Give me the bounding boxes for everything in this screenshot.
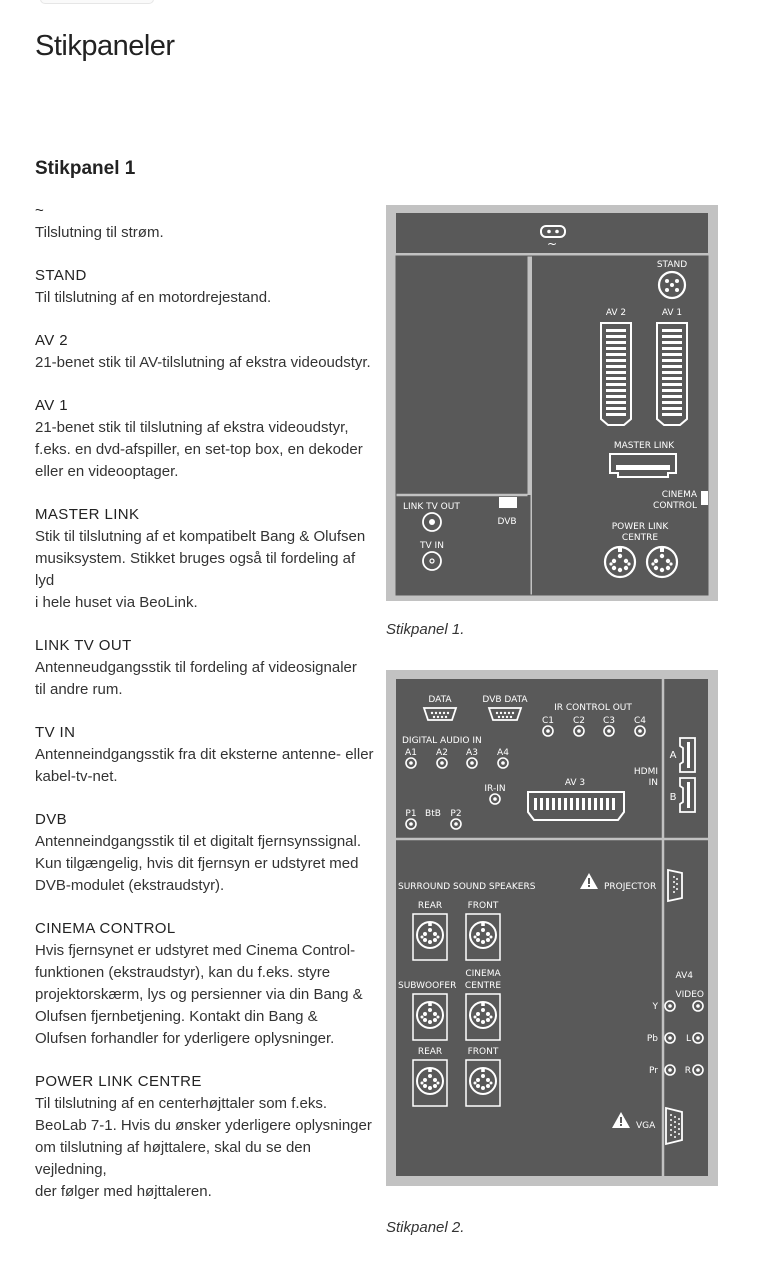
- av2-label: AV 2: [605, 308, 627, 318]
- entry-title: LINK TV OUT: [35, 637, 132, 654]
- entry-dvb: [35, 809, 375, 897]
- pb-label: Pb: [646, 1034, 658, 1044]
- p2-label: P2: [450, 809, 462, 819]
- entry-title: DVB: [35, 811, 68, 828]
- l-label: L: [685, 1034, 691, 1044]
- c2-label: C2: [572, 716, 586, 726]
- digital-audio-in-label: DIGITAL AUDIO IN: [402, 736, 482, 746]
- hdmi-label-2: IN: [648, 778, 658, 788]
- front-label-1: FRONT: [467, 901, 499, 911]
- entry-title: ~: [35, 202, 45, 219]
- entry-body: Antenneudgangsstik til fordeling af videosignaler til andre rum.: [35, 659, 357, 698]
- dvb-data-label: DVB DATA: [482, 695, 528, 705]
- rear-label-1: REAR: [417, 901, 443, 911]
- a2-label: A2: [436, 748, 448, 758]
- subwoofer-label: SUBWOOFER: [398, 981, 457, 991]
- entry-cinema-control: [35, 918, 375, 1050]
- av1-label: AV 1: [661, 308, 683, 318]
- vga-label: VGA: [636, 1121, 656, 1131]
- entry-body: 21-benet stik til tilslutning af ekstra videoudstyr, f.eks. en dvd-afspiller, en set-top box, en dekoder eller en videooptager.: [35, 419, 363, 480]
- entry-body: 21-benet stik til AV-tilslutning af ekstra videoudstyr.: [35, 354, 371, 371]
- entry-power: [35, 200, 375, 244]
- entry-body: Antenneindgangsstik til et digitalt fjernsynssignal. Kun tilgængelig, hvis dit fjernsyn er udstyret med DVB-modulet (ekstraudstyr).: [35, 833, 362, 894]
- entry-link-tv-out: [35, 635, 375, 701]
- surround-label: SURROUND SOUND SPEAKERS: [398, 882, 536, 892]
- c4-label: C4: [633, 716, 647, 726]
- connector-description-list: [35, 200, 375, 1224]
- entry-body: Til tilslutning af en motordrejestand.: [35, 289, 272, 306]
- tv-in-label: TV IN: [420, 541, 444, 551]
- cinema-control-port: [701, 491, 708, 505]
- panel-2-caption: Stikpanel 2.: [386, 1219, 465, 1236]
- power-link-label-1: POWER LINK: [611, 522, 669, 532]
- video-label: VIDEO: [675, 990, 704, 1000]
- entry-title: AV 1: [35, 397, 69, 414]
- entry-body: Antenneindgangsstik fra dit eksterne antenne- eller kabel-tv-net.: [35, 746, 374, 785]
- a1-label: A1: [405, 748, 417, 758]
- section-heading: Stikpanel 1: [35, 158, 136, 179]
- dvb-port: [499, 497, 517, 508]
- entry-body: Hvis fjernsynet er udstyret med Cinema Control- funktionen (ekstraudstyr), kan du f.eks. styre projektorskærm, lys og persienner via din Bang & Olufsen fjernbetjening. Kontakt din Bang & Olufsen forhandler for yderligere oplysninger.: [35, 942, 363, 1047]
- top-tab-edge: [40, 0, 154, 4]
- front-label-2: FRONT: [467, 1047, 499, 1057]
- cinema-control-label-1: CINEMA: [661, 490, 697, 500]
- entry-body: Tilslutning til strøm.: [35, 224, 164, 241]
- y-label: Y: [652, 1002, 658, 1012]
- av3-label: AV 3: [564, 778, 586, 788]
- c1-label: C1: [541, 716, 555, 726]
- entry-title: MASTER LINK: [35, 506, 140, 523]
- btb-label: BtB: [425, 809, 441, 819]
- entry-master-link: [35, 504, 375, 614]
- p1-label: P1: [405, 809, 417, 819]
- cinema-centre-label-1: CINEMA: [465, 969, 501, 979]
- entry-title: TV IN: [35, 724, 76, 741]
- projector-label: PROJECTOR: [604, 882, 657, 892]
- hdmi-label-1: HDMI: [633, 767, 658, 777]
- page-title: Stikpaneler: [35, 30, 175, 62]
- panel-1-caption: Stikpanel 1.: [386, 621, 465, 638]
- hdmi-b-label: B: [669, 792, 677, 803]
- dvb-label: DVB: [497, 517, 517, 527]
- hdmi-a-label: A: [669, 750, 677, 761]
- link-tv-out-label: LINK TV OUT: [403, 502, 460, 512]
- c3-label: C3: [602, 716, 616, 726]
- rear-label-2: REAR: [417, 1047, 443, 1057]
- a3-label: A3: [466, 748, 478, 758]
- entry-body: Til tilslutning af en centerhøjttaler som f.eks. BeoLab 7-1. Hvis du ønsker yderligere oplysninger om tilslutning af højttalere, skal du se den vejledning, der følger med højttaleren.: [35, 1095, 372, 1200]
- master-link-label: MASTER LINK: [613, 441, 675, 451]
- entry-av2: [35, 330, 375, 374]
- entry-stand: [35, 265, 375, 309]
- stand-label: STAND: [656, 260, 688, 270]
- entry-title: AV 2: [35, 332, 69, 349]
- r-label: R: [684, 1066, 691, 1076]
- entry-body: Stik til tilslutning af et kompatibelt Bang & Olufsen musiksystem. Stikket bruges også til fordeling af lyd i hele huset via BeoLink.: [35, 528, 366, 611]
- entry-av1: [35, 395, 375, 483]
- pr-label: Pr: [649, 1066, 658, 1076]
- power-link-label-2: CENTRE: [621, 533, 659, 543]
- cinema-centre-label-2: CENTRE: [464, 981, 502, 991]
- connector-panel-2-diagram: [386, 670, 718, 1186]
- ir-in-label: IR-IN: [484, 784, 506, 794]
- connector-panel-1-diagram: [386, 205, 718, 601]
- power-symbol: ~: [546, 237, 558, 251]
- av4-label: AV4: [675, 971, 693, 981]
- data-label: DATA: [428, 695, 452, 705]
- entry-title: CINEMA CONTROL: [35, 920, 176, 937]
- ir-control-out-label: IR CONTROL OUT: [554, 703, 632, 713]
- entry-power-link-centre: [35, 1071, 375, 1203]
- cinema-control-label-2: CONTROL: [653, 501, 697, 511]
- a4-label: A4: [497, 748, 509, 758]
- entry-title: STAND: [35, 267, 87, 284]
- entry-title: POWER LINK CENTRE: [35, 1073, 202, 1090]
- entry-tv-in: [35, 722, 375, 788]
